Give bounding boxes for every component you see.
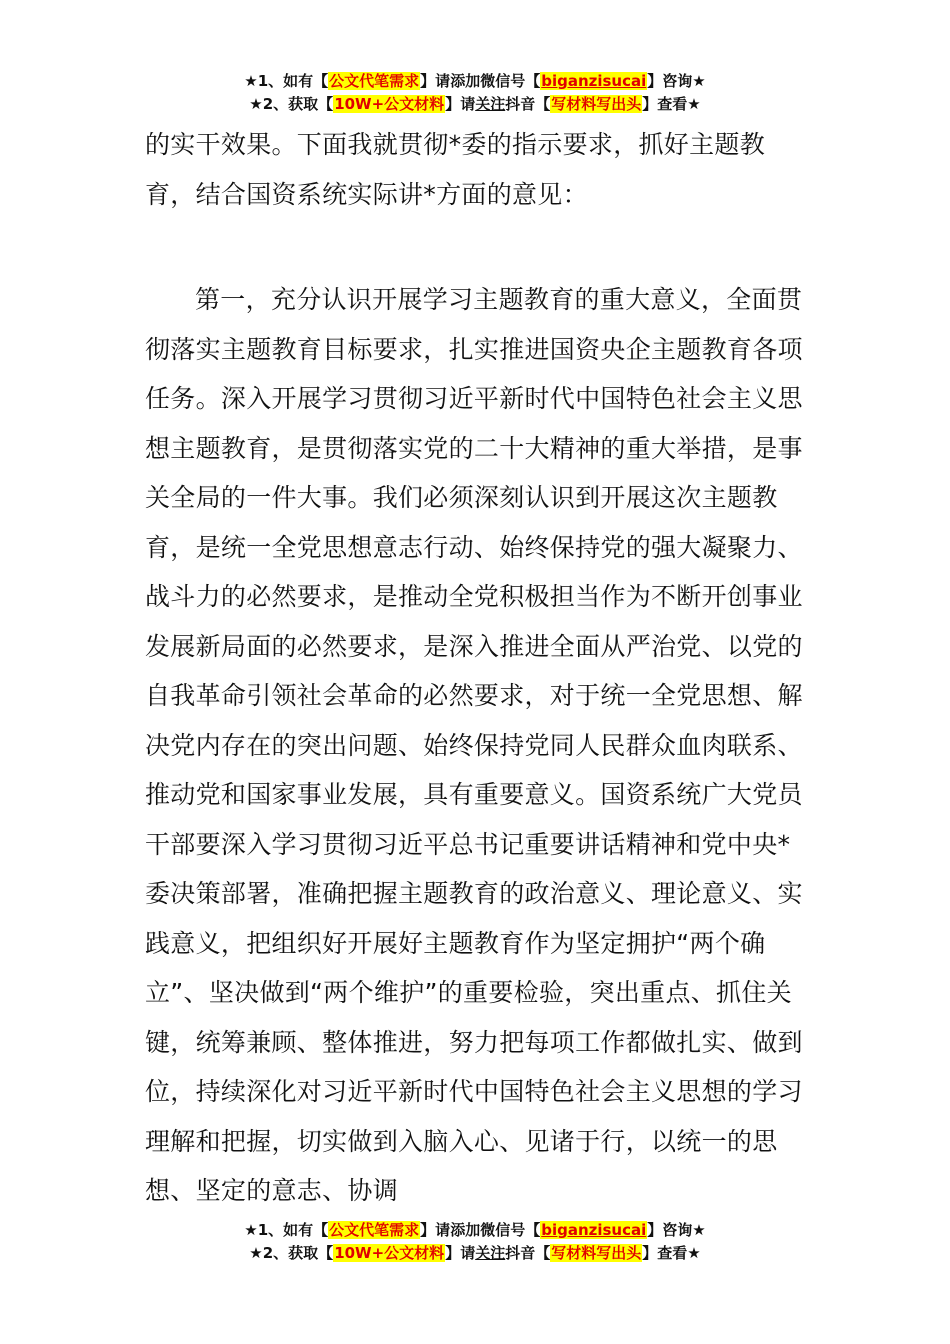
footer-line-1-suffix: 】咨询★ <box>647 1221 706 1239</box>
document-body <box>145 120 815 1216</box>
body-paragraph-2: 第一，充分认识开展学习主题教育的重大意义，全面贯彻落实主题教育目标要求，扎实推进国资央企主题教育各项任务。深入开展学习贯彻习近平新时代中国特色社会主义思想主题教育，是贯彻落实党的二十大精神的重大举措，是事关全局的一件大事。我们必须深刻认识到开展这次主题教育，是统一全党思想意志行动、始终保持党的强大凝聚力、战斗力的必然要求，是推动全党积极担当作为不断开创事业发展新局面的必然要求，是深入推进全面从严治党、以党的自我革命引领社会革命的必然要求，对于统一全党思想、解决党内存在的突出问题、始终保持党同人民群众血肉联系、推动党和国家事业发展，具有重要意义。国资系统广大党员干部要深入学习贯彻习近平总书记重要讲话精神和党中央*委决策部署，准确把握主题教育的政治意义、理论意义、实践意义，把组织好开展好主题教育作为坚定拥护“两个确立”、坚决做到“两个维护”的重要检验，突出重点、抓住关键，统筹兼顾、整体推进，努力把每项工作都做扎实、做到位，持续深化对习近平新时代中国特色社会主义思想的学习理解和把握，切实做到入脑入心、见诸于行，以统一的思想、坚定的意志、协调 <box>145 285 803 1205</box>
footer-line-1 <box>0 1219 950 1242</box>
footer-line-2-mid2: 抖音【 <box>505 1244 551 1262</box>
footer-line-2-prefix: ★2、获取【 <box>249 1244 334 1262</box>
banner-line-1-prefix: ★1、如有【 <box>244 72 329 90</box>
footer-douyin-account-highlight[interactable]: 写材料写出头 <box>551 1244 642 1262</box>
footer-banner <box>0 1219 950 1265</box>
footer-line-2 <box>0 1242 950 1265</box>
service-highlight: 公文代笔需求 <box>329 72 420 90</box>
body-paragraph-1: 的实干效果。下面我就贯彻*委的指示要求，抓好主题教育，结合国资系统实际讲*方面的意见： <box>145 130 766 209</box>
footer-line-1-emph: 添加 <box>450 1221 481 1239</box>
footer-line-1-mid1: 】请 <box>420 1221 451 1239</box>
footer-line-1-mid2: 微信号【 <box>480 1221 541 1239</box>
banner-line-1-emph: 添加 <box>450 72 481 90</box>
banner-line-1-mid1: 】请 <box>420 72 451 90</box>
footer-service-highlight: 公文代笔需求 <box>329 1221 420 1239</box>
banner-line-2-suffix: 】查看★ <box>642 95 701 113</box>
footer-wechat-id-link[interactable]: biganzisucai <box>541 1221 647 1239</box>
header-banner <box>0 70 950 116</box>
banner-line-1-mid2: 微信号【 <box>480 72 541 90</box>
footer-line-2-emph: 关注 <box>475 1244 506 1262</box>
banner-line-2-mid2: 抖音【 <box>505 95 551 113</box>
wechat-id-link[interactable]: biganzisucai <box>541 72 647 90</box>
materials-highlight: 10W+公文材料 <box>334 95 445 113</box>
banner-line-2 <box>0 93 950 116</box>
banner-line-1 <box>0 70 950 93</box>
footer-line-2-suffix: 】查看★ <box>642 1244 701 1262</box>
banner-line-2-emph: 关注 <box>475 95 506 113</box>
banner-line-2-prefix: ★2、获取【 <box>249 95 334 113</box>
douyin-account-highlight[interactable]: 写材料写出头 <box>551 95 642 113</box>
footer-materials-highlight: 10W+公文材料 <box>334 1244 445 1262</box>
footer-line-2-mid1: 】请 <box>445 1244 476 1262</box>
banner-line-1-suffix: 】咨询★ <box>647 72 706 90</box>
banner-line-2-mid1: 】请 <box>445 95 476 113</box>
footer-line-1-prefix: ★1、如有【 <box>244 1221 329 1239</box>
